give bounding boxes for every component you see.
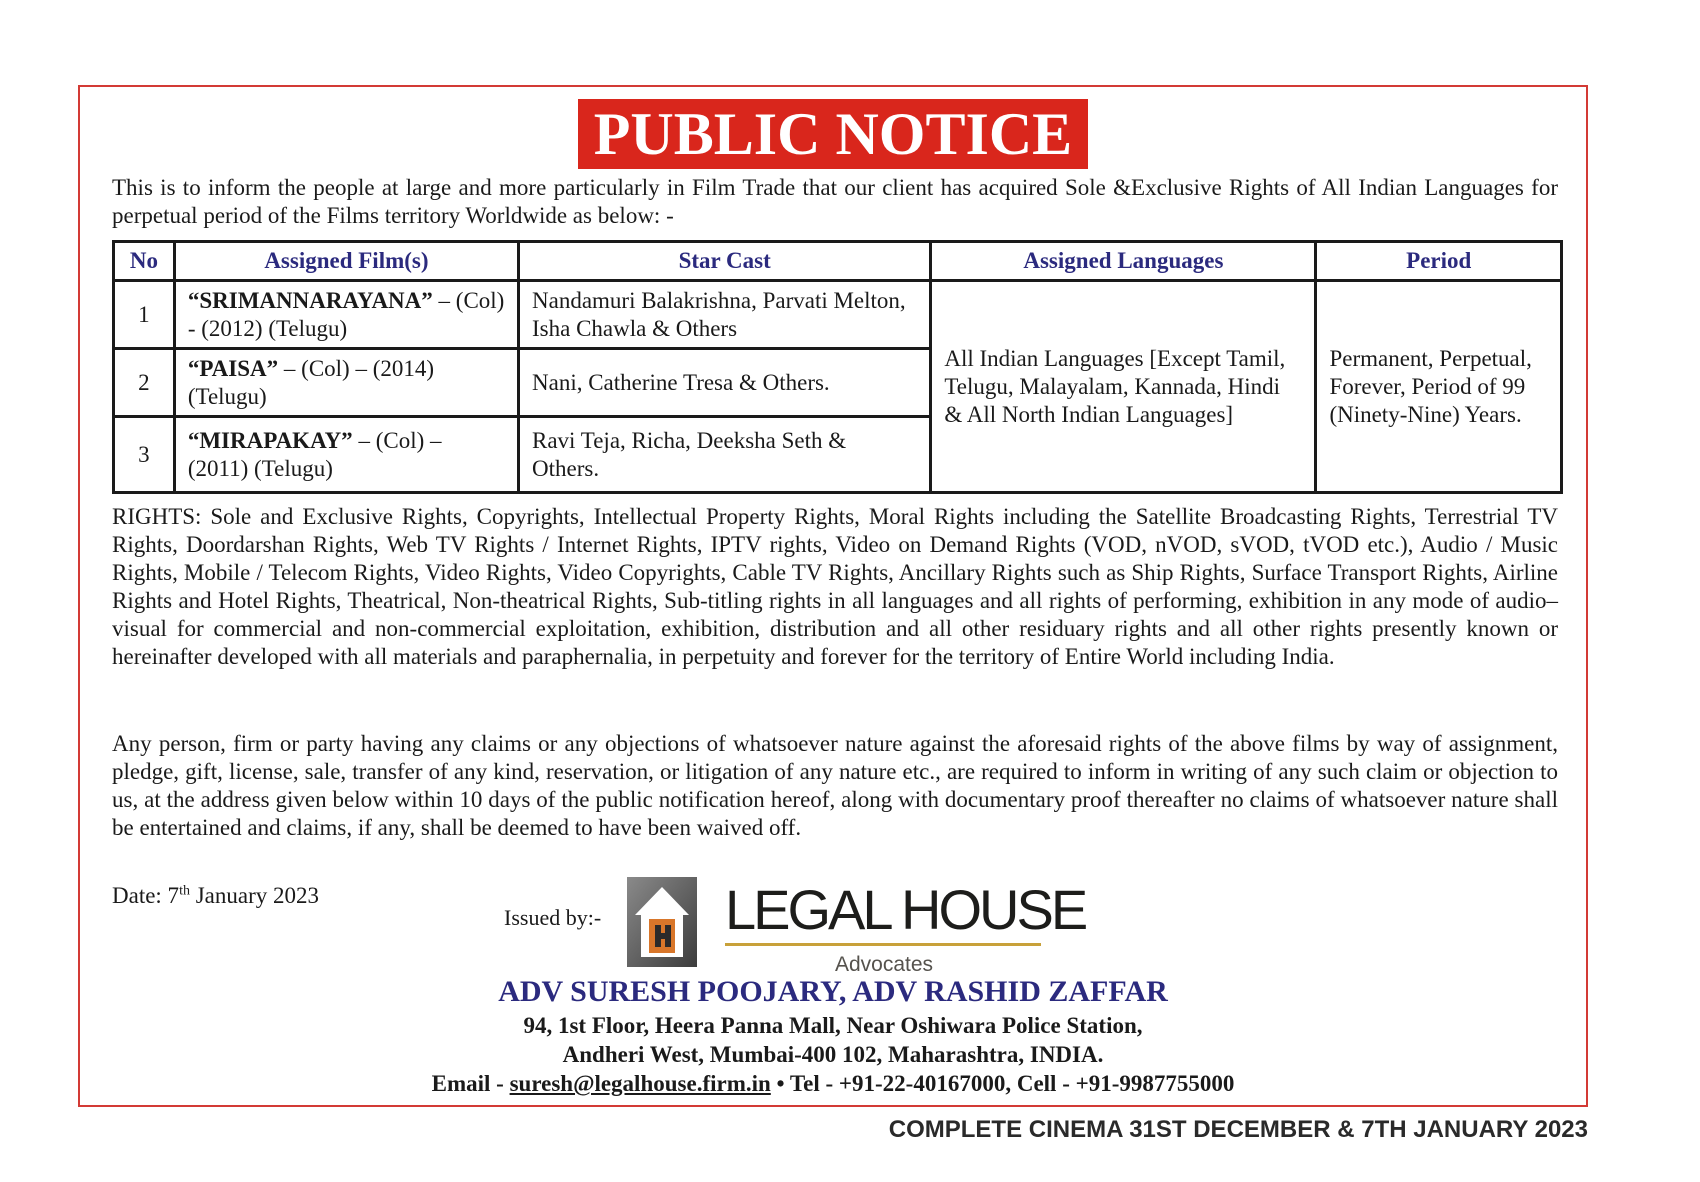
film-title: “PAISA” — [187, 355, 279, 381]
claims-paragraph: Any person, firm or party having any claims or any objections of whatsoever nature against the aforesaid rights of the above films by way of assignment, pledge, gift, license, sale, transfer of any kind, reservation, or litigation of any nature etc., are required to inform in writing of any such claim or objection to us, at the address given below within 10 days of the public notification hereof, along with documentary proof thereafter no claims of whatsoever nature shall be entertained and claims, if any, shall be deemed to have been waived off. — [112, 731, 1558, 840]
logo-underline — [725, 943, 1041, 946]
notice-title: PUBLIC NOTICE — [578, 99, 1088, 169]
date-superscript: th — [179, 883, 190, 899]
table-header-row — [114, 242, 1562, 281]
notice-date — [112, 882, 319, 910]
films-table — [112, 240, 1563, 494]
row-no: 2 — [114, 349, 175, 417]
film-title: “MIRAPAKAY” — [187, 427, 353, 453]
publication-footer: COMPLETE CINEMA 31ST DECEMBER & 7TH JANUARY 2023 — [888, 1116, 1588, 1143]
header-film: Assigned Film(s) — [174, 242, 518, 281]
phone-numbers: • Tel - +91-22-40167000, Cell - +91-9987755000 — [770, 1071, 1235, 1096]
row-film — [174, 349, 518, 417]
date-suffix: January 2023 — [189, 883, 319, 908]
advocate-names: ADV SURESH POOJARY, ADV RASHID ZAFFAR — [498, 975, 1168, 1008]
rights-paragraph: RIGHTS: Sole and Exclusive Rights, Copyrights, Intellectual Property Rights, Moral Rights including the Satellite Broadcasting Rights, Terrestrial TV Rights, Doordarshan Rights, Web TV Rights / Internet Rights, IPTV rights, Video on Demand Rights (VOD, nVOD, sVOD, tVOD etc.), Audio / Music Rights, Mobile / Telecom Rights, Video Rights, Video Copyrights, Cable TV Rights, Ancillary Rights such as Ship Rights, Surface Transport Rights, Airline Rights and Hotel Rights, Theatrical, Non-theatrical Rights, Sub-titling rights in all languages and all rights of performing, exhibition in any mode of audio–visual for commercial and non-commercial exploitation, exhibition, distribution and all other residuary rights and all other rights presently known or hereinafter developed with all materials and paraphernalia, in perpetuity and forever for the territory of Entire World including India. — [112, 504, 1558, 669]
contact-line — [80, 1069, 1586, 1098]
table-row — [114, 281, 1562, 349]
row-no: 3 — [114, 417, 175, 493]
film-details: – (Col) – (2014) (Telugu) — [187, 355, 435, 409]
date-prefix: Date: 7 — [112, 883, 180, 908]
row-no: 1 — [114, 281, 175, 349]
assigned-languages: All Indian Languages [Except Tamil, Telugu, Malayalam, Kannada, Hindi & All North Indian Languages] — [931, 281, 1316, 493]
header-cast: Star Cast — [519, 242, 931, 281]
row-cast: Ravi Teja, Richa, Deeksha Seth & Others. — [519, 417, 931, 493]
email-link[interactable]: suresh@legalhouse.firm.in — [509, 1071, 771, 1096]
header-no: No — [114, 242, 175, 281]
address-line-2: Andheri West, Mumbai-400 102, Maharashtra, INDIA. — [562, 1042, 1104, 1067]
address-line-1: 94, 1st Floor, Heera Panna Mall, Near Oshiwara Police Station, — [523, 1013, 1143, 1038]
film-details: – (Col) – (2011) (Telugu) — [187, 427, 442, 481]
row-cast: Nani, Catherine Tresa & Others. — [519, 349, 931, 417]
legal-house-logo-icon — [627, 877, 697, 967]
film-title: “SRIMANNARAYANA” — [187, 287, 433, 313]
logo-subtitle: Advocates — [835, 953, 934, 976]
title-wrap — [80, 99, 1586, 169]
notice-frame — [78, 85, 1588, 1107]
email-label: Email - — [431, 1071, 510, 1096]
film-details: – (Col) - (2012) (Telugu) — [187, 287, 505, 341]
row-film — [174, 417, 518, 493]
row-cast: Nandamuri Balakrishna, Parvati Melton, Isha Chawla & Others — [519, 281, 931, 349]
assigned-period: Permanent, Perpetual, Forever, Period of 99 (Ninety-Nine) Years. — [1316, 281, 1562, 493]
intro-paragraph: This is to inform the people at large and more particularly in Film Trade that our client has acquired Sole &Exclusive Rights of All Indian Languages for perpetual period of the Films territory Worldwide as below: - — [112, 175, 1558, 228]
header-languages: Assigned Languages — [931, 242, 1316, 281]
row-film — [174, 281, 518, 349]
header-period: Period — [1316, 242, 1562, 281]
issued-by-label: Issued by:- — [504, 905, 602, 930]
logo-wordmark: LEGAL HOUSE — [725, 878, 1086, 941]
address-block — [80, 1011, 1586, 1098]
